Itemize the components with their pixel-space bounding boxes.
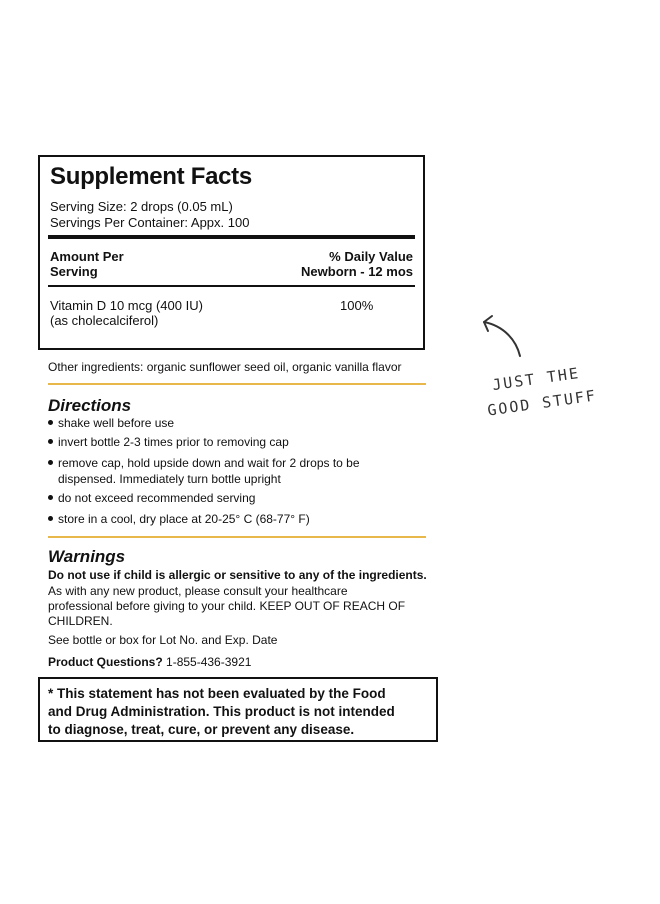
warnings-heading: Warnings <box>48 547 126 566</box>
questions-label: Product Questions? <box>48 655 163 669</box>
direction-item: remove cap, hold upside down and wait for 2 drops to be dispensed. Immediately turn bottle upright <box>48 455 360 487</box>
annotation-line-1: JUST THE <box>491 363 582 395</box>
section-divider <box>48 536 426 538</box>
warning-text-2: professional before giving to your child. KEEP OUT OF REACH OF <box>48 599 406 613</box>
bullet-icon <box>48 495 53 500</box>
questions-phone: 1-855-436-3921 <box>162 655 252 669</box>
other-ingredients: Other ingredients: organic sunflower seed oil, organic vanilla flavor <box>48 360 402 374</box>
daily-value-label: % Daily Value <box>329 249 413 264</box>
lot-info: See bottle or box for Lot No. and Exp. Date <box>48 633 278 647</box>
serving-size: Serving Size: 2 drops (0.05 mL) <box>50 199 233 214</box>
amount-per-label-1: Amount Per <box>50 249 124 264</box>
section-divider <box>48 383 426 385</box>
thin-divider <box>48 285 415 287</box>
annotation-line-2: GOOD STUFF <box>486 386 599 420</box>
servings-per-container: Servings Per Container: Appx. 100 <box>50 215 250 230</box>
fda-disclaimer: * This statement has not been evaluated by the Food and Drug Administration. This product is not intended to diagnose, treat, cure, or prevent any disease. <box>38 677 438 742</box>
product-questions <box>48 654 251 670</box>
direction-item: invert bottle 2-3 times prior to removing cap <box>48 434 289 450</box>
direction-item: shake well before use <box>48 415 174 431</box>
bullet-icon <box>48 439 53 444</box>
curved-arrow-icon <box>474 312 534 360</box>
directions-heading: Directions <box>48 396 132 415</box>
daily-value-age: Newborn - 12 mos <box>301 264 413 279</box>
amount-per-label-2: Serving <box>50 264 98 279</box>
warning-text-1: As with any new product, please consult your healthcare <box>48 584 348 598</box>
bullet-icon <box>48 460 53 465</box>
direction-item: store in a cool, dry place at 20-25° C (68-77° F) <box>48 511 310 527</box>
supplement-facts-title: Supplement Facts <box>50 163 252 190</box>
bullet-icon <box>48 516 53 521</box>
allergy-warning: Do not use if child is allergic or sensitive to any of the ingredients. <box>48 568 427 582</box>
nutrient-name: Vitamin D 10 mcg (400 IU) <box>50 298 203 313</box>
supplement-facts-panel <box>38 155 425 350</box>
nutrient-source: (as cholecalciferol) <box>50 313 159 328</box>
direction-item: do not exceed recommended serving <box>48 490 255 506</box>
thick-divider <box>48 235 415 239</box>
nutrient-daily-value: 100% <box>340 298 374 313</box>
bullet-icon <box>48 420 53 425</box>
warning-text-3: CHILDREN. <box>48 614 113 628</box>
